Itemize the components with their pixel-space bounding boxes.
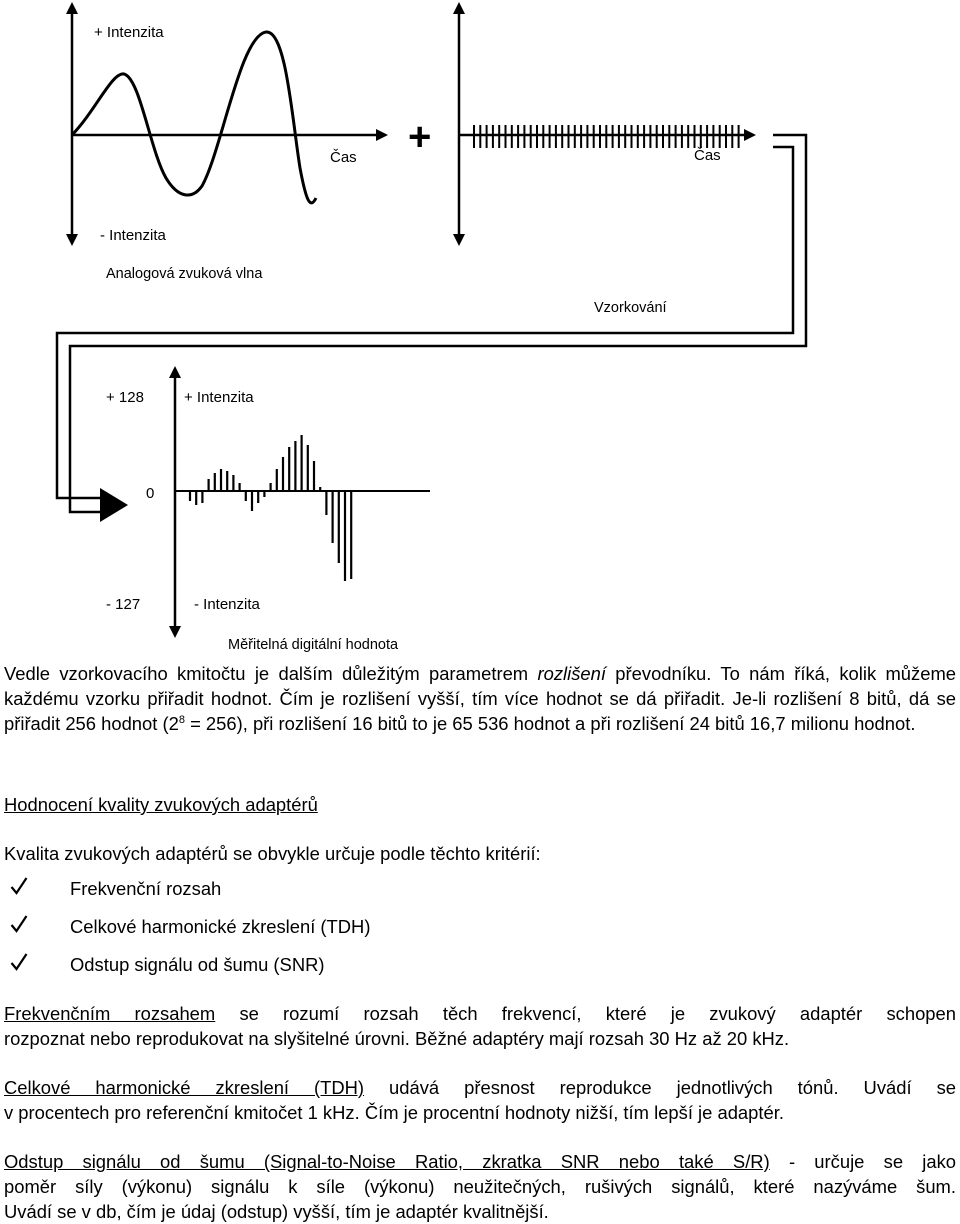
sampling-axis-arrow-up — [453, 2, 465, 14]
flow-connector — [57, 135, 806, 512]
digital-zero-value: 0 — [146, 485, 155, 502]
digital-axis-arrow-up — [169, 366, 181, 378]
criterion-label: Celkové harmonické zkreslení (TDH) — [70, 916, 371, 937]
para1-exponent: 8 — [178, 713, 185, 726]
para1-text-b: převodníku. To nám říká, kolik můžeme každému vzorku přiřadit hodnot. Čím je rozlišení vyšší, tím více hodnot se dá přiřadit. Je-li rozlišení 8 bitů, dá se přiřadit 256 hodnot (2 — [4, 663, 956, 734]
flow-arrowhead — [100, 488, 128, 522]
analog-wave-panel — [66, 2, 388, 282]
para1-text-a: Vedle vzorkovacího kmitočtu je dalším důležitým parametrem — [4, 663, 529, 684]
snr-paragraph — [4, 1149, 956, 1224]
sampling-pulse-train — [474, 125, 739, 148]
digital-panel — [106, 366, 430, 653]
frequency-range-paragraph — [4, 1001, 956, 1051]
para4-line1: Odstup signálu od šumu (Signal-to-Noise Ratio, zkratka SNR nebo také S/R) - určuje se jako — [4, 1151, 957, 1172]
digital-bottom-value: - 127 — [106, 596, 141, 613]
thd-paragraph — [4, 1075, 956, 1125]
para3-term: Celkové harmonické zkreslení (TDH) — [4, 1077, 365, 1098]
para4-line3: Uvádí se v db, čím je údaj (odstup) vyšší, tím je adaptér kvalitnější. — [4, 1201, 549, 1222]
digital-bottom-label: - Intenzita — [194, 596, 260, 613]
para4-term: Odstup signálu od šumu (Signal-to-Noise Ratio, zkratka SNR nebo také S/R) — [4, 1151, 770, 1172]
sampling-time-label: Čas — [694, 147, 721, 164]
sampling-time-arrow — [744, 129, 756, 141]
criterion-label: Odstup signálu od šumu (SNR) — [70, 954, 325, 975]
section-heading: Hodnocení kvality zvukových adaptérů — [4, 794, 318, 815]
analog-caption: Analogová zvuková vlna — [106, 266, 263, 282]
sampling-caption: Vzorkování — [594, 300, 667, 316]
plus-sign: + — [408, 115, 432, 159]
sampling-panel — [453, 2, 756, 316]
analog-pos-intensity-label: + Intenzita — [94, 24, 164, 41]
analog-time-label: Čas — [330, 149, 357, 166]
para1-italic-term: rozlišení — [537, 663, 606, 684]
digital-top-label: + Intenzita — [184, 389, 254, 406]
digital-axis-arrow-down — [169, 626, 181, 638]
checkmark-icon — [10, 914, 28, 934]
analog-axis-arrow-down — [66, 234, 78, 246]
criterion-label: Frekvenční rozsah — [70, 878, 222, 899]
para3-line2: v procentech pro referenční kmitočet 1 kHz. Čím je procentní hodnoty nižší, tím lepší je adaptér. — [4, 1102, 784, 1123]
digital-sample-values — [190, 435, 351, 581]
flow-connector-inner — [57, 147, 793, 498]
para2-term: Frekvenčním rozsahem — [4, 1003, 216, 1024]
resolution-paragraph — [4, 661, 956, 736]
analog-time-arrow — [376, 129, 388, 141]
checkmark-icon — [10, 876, 28, 896]
analog-neg-intensity-label: - Intenzita — [100, 227, 166, 244]
para2-line1: Frekvenčním rozsahem se rozumí rozsah těch frekvencí, které je zvukový adaptér schopen — [4, 1003, 956, 1024]
digital-caption: Měřitelná digitální hodnota — [228, 637, 399, 653]
analog-axis-arrow-up — [66, 2, 78, 14]
para1-text-c: = 256), při rozlišení 16 bitů to je 65 536 hodnot a při rozlišení 24 bitů 16,7 milionu hodnot. — [190, 713, 916, 734]
sampling-axis-arrow-down — [453, 234, 465, 246]
para4-line2: poměr síly (výkonu) signálu k síle (výkonu) neužitečných, rušivých signálů, které nazýváme šum. — [4, 1176, 956, 1197]
analog-waveform — [72, 32, 316, 203]
criteria-intro: Kvalita zvukových adaptérů se obvykle určuje podle těchto kritérií: — [4, 843, 541, 864]
checkmark-icon — [10, 952, 28, 972]
para3-line1: Celkové harmonické zkreslení (TDH) udává přesnost reprodukce jednotlivých tónů. Uvádí se — [4, 1077, 956, 1098]
digital-top-value: + 128 — [106, 389, 144, 406]
para2-line2: rozpoznat nebo reprodukovat na slyšitelné úrovni. Běžné adaptéry mají rozsah 30 Hz až 20 kHz. — [4, 1028, 790, 1049]
